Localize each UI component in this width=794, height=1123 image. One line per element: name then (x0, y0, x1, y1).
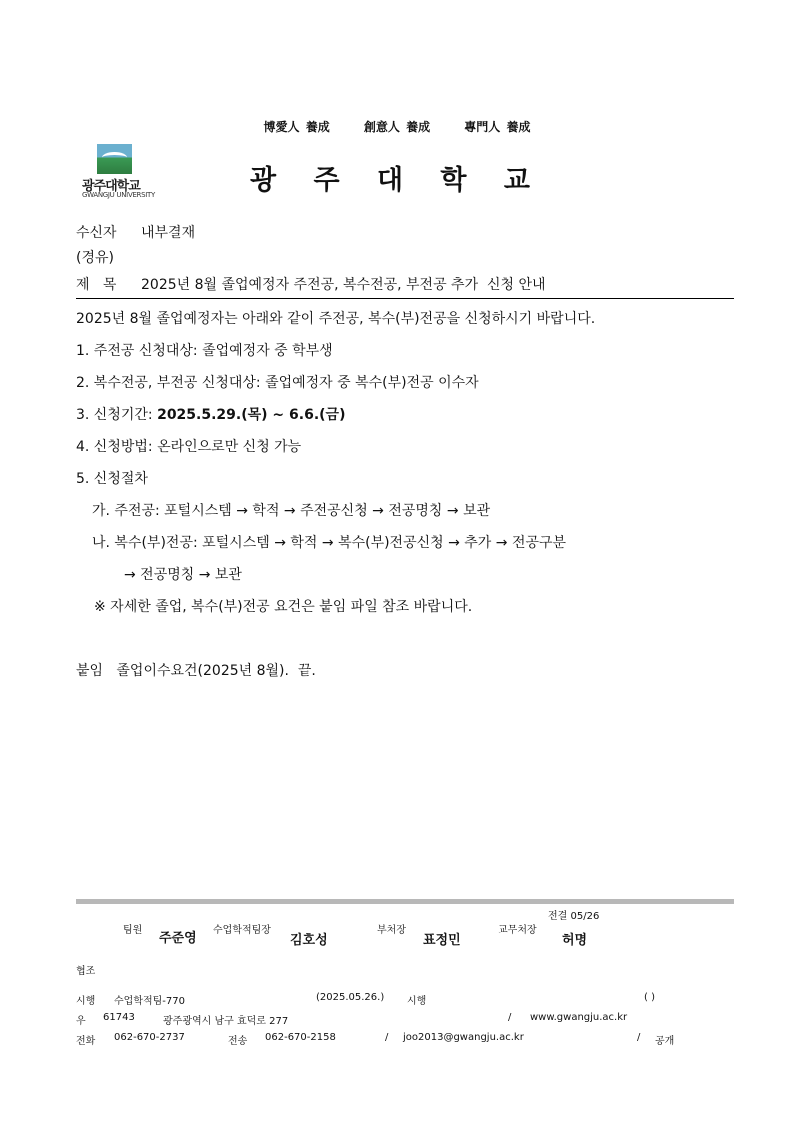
motto-2: 創意人 養成 (363, 120, 431, 134)
signer-role-1: 팀원 (123, 925, 143, 936)
separator: / (385, 1032, 389, 1043)
disclosure-status: 공개 (655, 1036, 675, 1047)
separator: / (637, 1032, 641, 1043)
motto-1: 博愛人 養成 (263, 120, 330, 134)
receipt-label: 시행 (407, 996, 427, 1007)
signer-name-2: 김호성 (290, 933, 328, 948)
via-label: (경유) (76, 250, 114, 266)
motto-3: 專門人 養成 (464, 120, 531, 134)
intro-text: 2025년 8월 졸업예정자는 아래와 같이 주전공, 복수(부)전공을 신청하시기 바랍니다. (76, 311, 596, 327)
application-period: 2025.5.29.(목) ~ 6.6.(금) (157, 407, 346, 423)
motto (0, 118, 794, 135)
exec-number: 수업학적팀-770 (114, 996, 185, 1007)
item-2: 2. 복수전공, 부전공 신청대상: 졸업예정자 중 복수(부)전공 이수자 (76, 375, 479, 391)
note: ※ 자세한 졸업, 복수(부)전공 요건은 붙임 파일 참조 바랍니다. (94, 599, 473, 615)
address: 광주광역시 남구 효덕로 277 (163, 1016, 289, 1027)
receipt-paren: ( ) (644, 992, 655, 1003)
signer-name-1: 주준영 (159, 931, 197, 946)
fax-label: 전송 (228, 1036, 248, 1047)
phone-label: 전화 (76, 1036, 96, 1047)
item-5b: 나. 복수(부)전공: 포털시스템 → 학적 → 복수(부)전공신청 → 추가 → 전공구분 (92, 535, 567, 551)
signer-role-2: 수업학적팀장 (213, 925, 271, 936)
email-link[interactable]: joo2013@gwangju.ac.kr (403, 1032, 524, 1043)
postal-label: 우 (76, 1016, 86, 1027)
item-1: 1. 주전공 신청대상: 졸업예정자 중 학부생 (76, 343, 333, 359)
signer-role-4: 교무처장 (498, 925, 537, 936)
exec-label: 시행 (76, 996, 96, 1007)
signer-name-3: 표정민 (423, 933, 461, 948)
recipient-label: 수신자 (76, 225, 117, 241)
institution-title: 광 주 대 학 교 (249, 165, 544, 196)
fax-number: 062-670-2158 (265, 1032, 336, 1043)
signer-role-3: 부처장 (377, 925, 406, 936)
subject: 2025년 8월 졸업예정자 주전공, 복수전공, 부전공 추가 신청 안내 (141, 277, 546, 293)
item-5: 5. 신청절차 (76, 471, 148, 487)
postal-code: 61743 (103, 1012, 135, 1023)
item-3-label: 3. 신청기간: (76, 407, 158, 423)
logo-english-name: GWANGJU UNIVERSITY (82, 191, 155, 199)
subject-label: 제 목 (76, 277, 117, 293)
item-4: 4. 신청방법: 온라인으로만 신청 가능 (76, 439, 302, 455)
item-3 (76, 404, 345, 424)
exec-date: (2025.05.26.) (316, 992, 385, 1003)
separator: / (508, 1012, 512, 1023)
signer-name-4: 허명 (562, 933, 588, 948)
recipient: 내부결재 (141, 225, 196, 241)
approval-divider (76, 899, 734, 904)
website-link[interactable]: www.gwangju.ac.kr (530, 1012, 628, 1023)
attachment: 붙임 졸업이수요건(2025년 8월). 끝. (76, 663, 316, 679)
header-divider (76, 298, 734, 299)
item-5b-continued: → 전공명칭 → 보관 (124, 567, 242, 583)
logo-korean-name: 광주대학교 (82, 179, 140, 194)
item-5a: 가. 주전공: 포털시스템 → 학적 → 주전공신청 → 전공명칭 → 보관 (92, 503, 491, 519)
cooperation-label: 협조 (76, 966, 96, 977)
phone-number: 062-670-2737 (114, 1032, 185, 1043)
delegated-approval: 전결 05/26 (548, 911, 600, 922)
